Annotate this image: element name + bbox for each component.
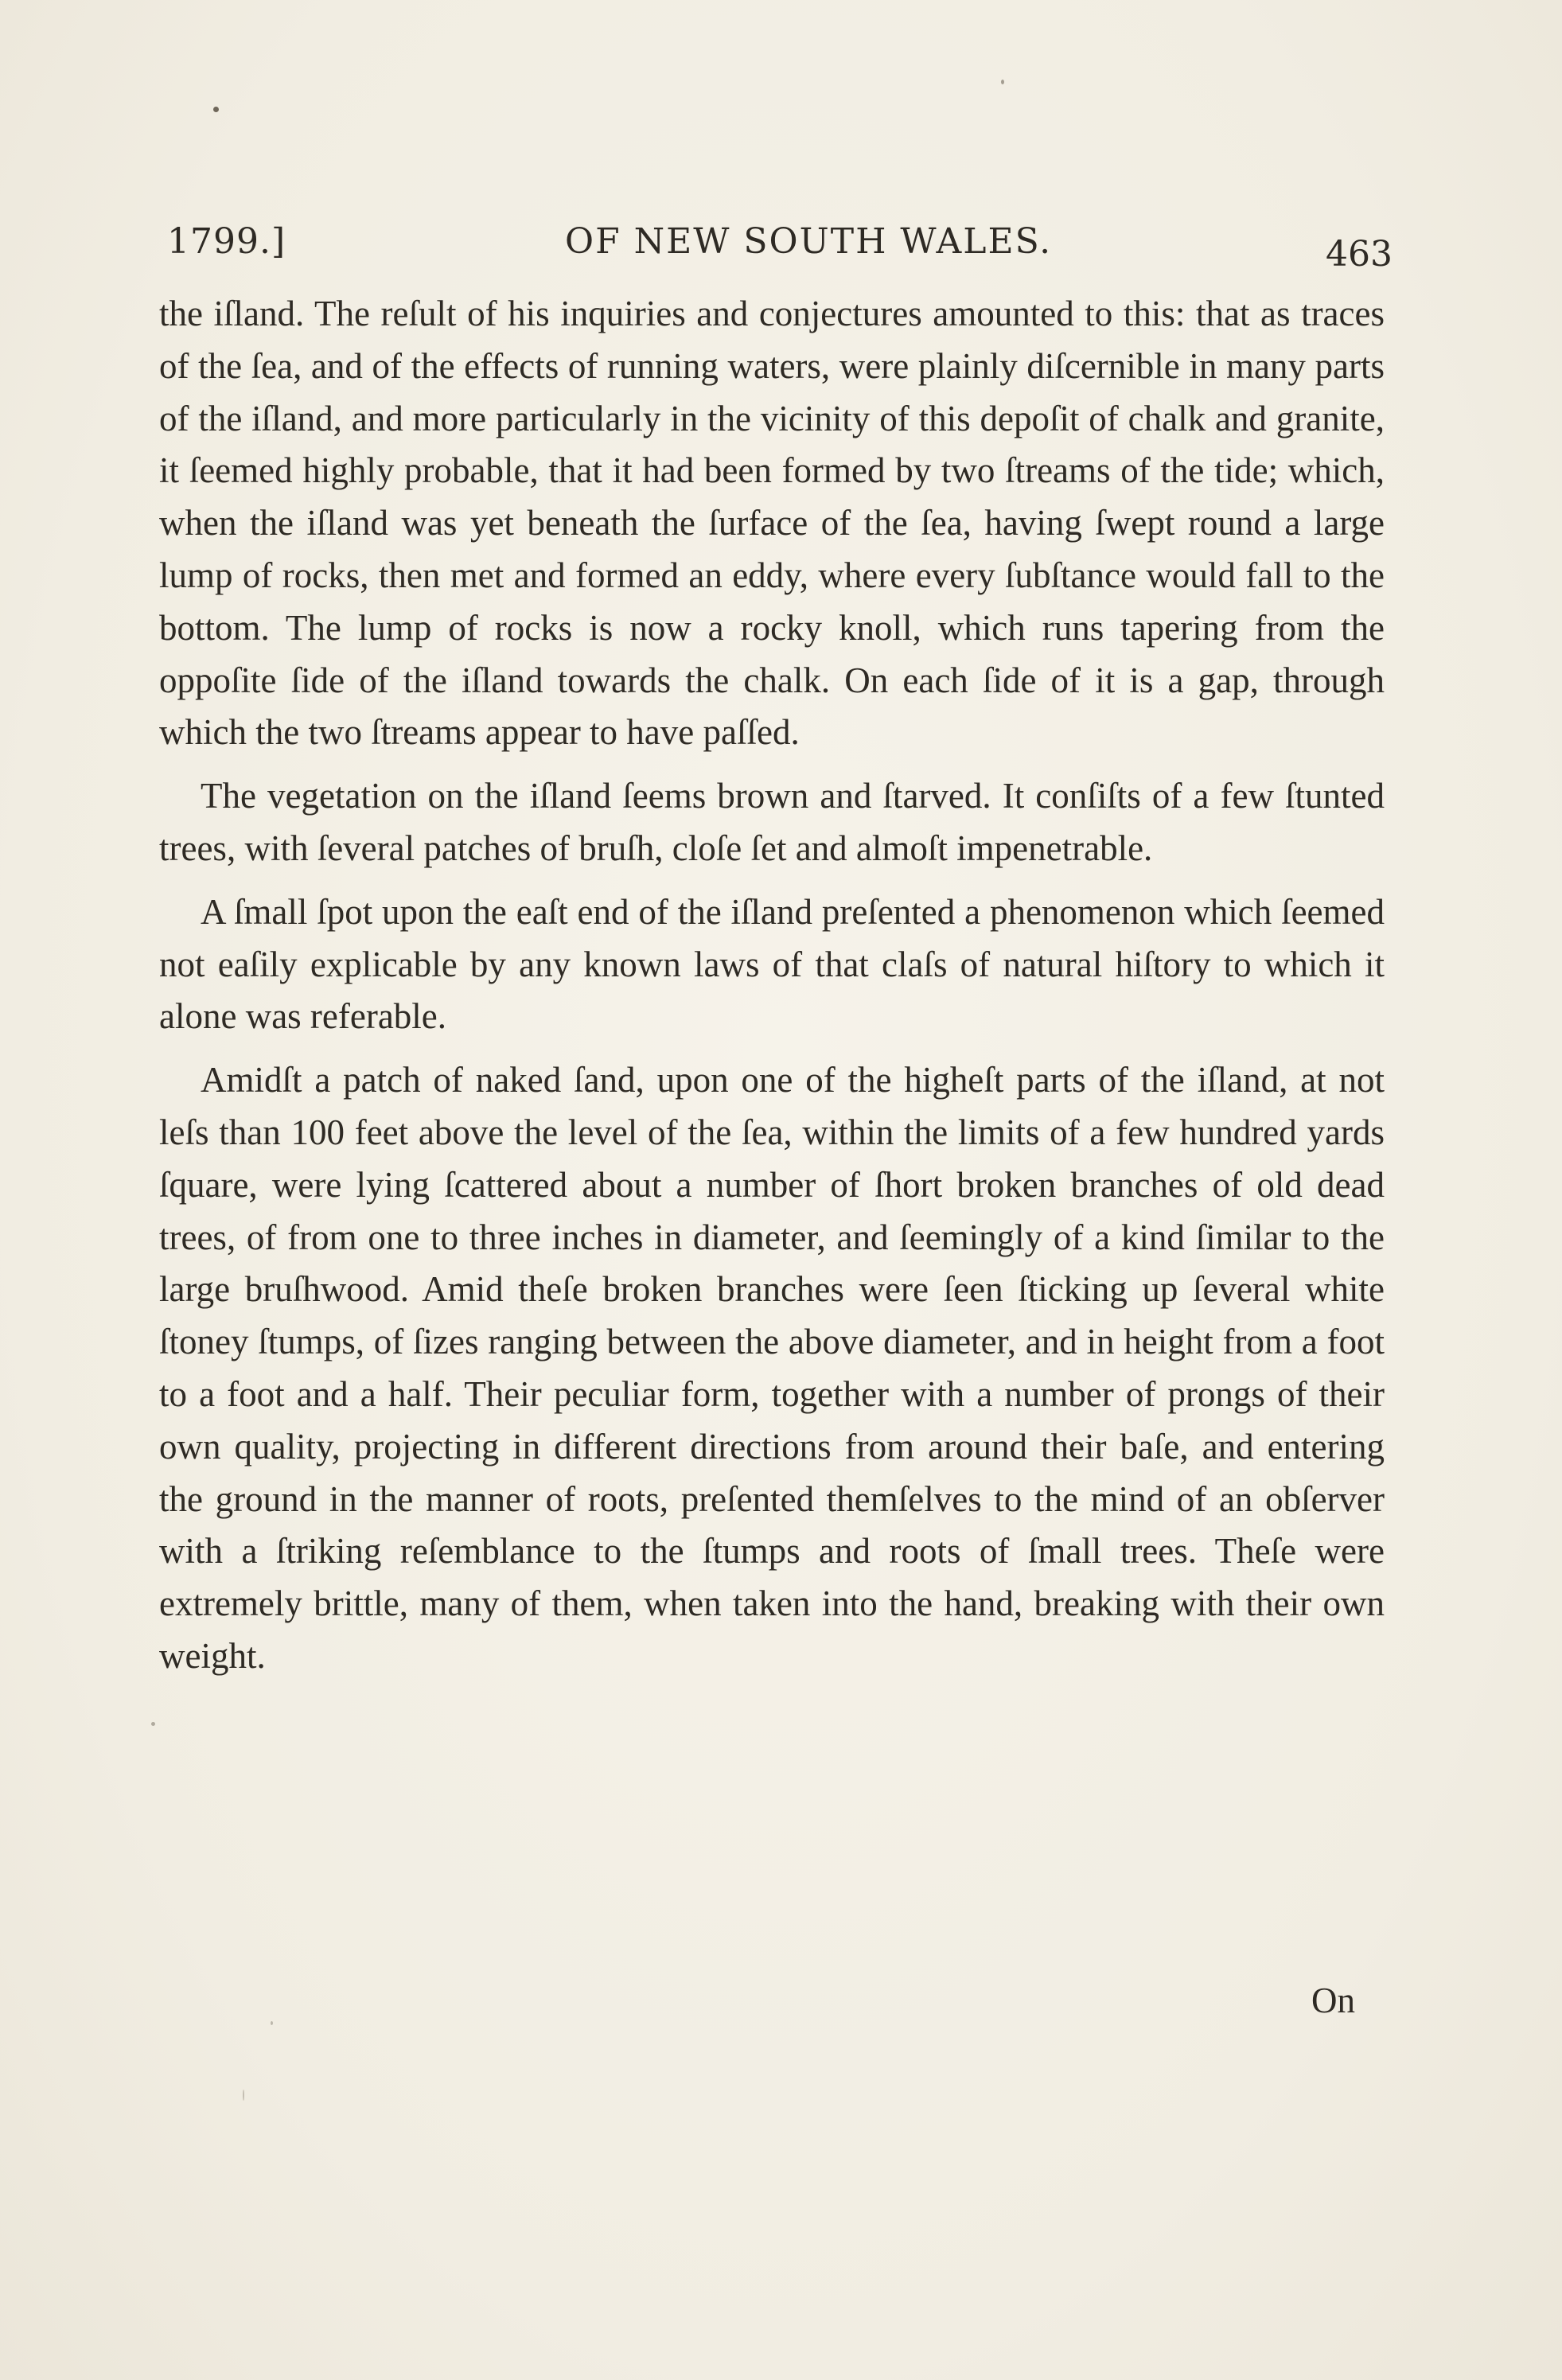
ink-speck xyxy=(213,107,219,112)
paragraph: The vegetation on the iſland ſeems brown and ſtarved. It conſiſts of a few ſtunted trees, with ſeveral patches of bruſh, cloſe ſet and almoſt impenetrable. xyxy=(159,776,1385,868)
running-header xyxy=(167,215,1393,279)
paragraph: Amidſt a patch of naked ſand, upon one of the higheſt parts of the iſland, at not leſs than 100 feet above the level of the ſea, within the limits of a few hundred yards ſquare, were lying ſcattered about a number of ſhort broken branches of old dead trees, of from one to three inches in diameter, and ſeemingly of a kind ſimilar to the large bruſhwood. Amid theſe broken branches were ſeen ſticking up ſeveral white ſtoney ſtumps, of ſizes ranging between the above diameter, and in height from a foot to a foot and a half. Their peculiar form, together with a number of prongs of their own quality, projecting in different directions from around their baſe, and entering the ground in the manner of roots, preſented themſelves to the mind of an obſerver with a ſtriking reſemblance to the ſtumps and roots of ſmall trees. Theſe were extremely brittle, many of them, when taken into the hand, breaking with their own weight. xyxy=(159,1060,1385,1676)
catchword: On xyxy=(1311,1981,1355,2020)
running-year: 1799.] xyxy=(167,221,286,262)
page-number: 463 xyxy=(1326,234,1393,275)
ink-speck xyxy=(1001,80,1004,84)
running-title: OF NEW SOUTH WALES. xyxy=(565,221,1053,262)
paragraph: the iſland. The reſult of his inquiries and conjectures amounted to this: that as traces of the ſea, and of the effects of running waters, were plainly diſcernible in many parts of the iſland, and more particularly in the vicinity of this depoſit of chalk and granite, it ſeemed highly probable, that it had been formed by two ſtreams of the tide; which, when the iſland was yet beneath the ſurface of the ſea, having ſwept round a large lump of rocks, then met and formed an eddy, where every ſubſtance would fall to the bottom. The lump of rocks is now a rocky knoll, which runs tapering from the oppoſite ſide of the iſland towards the chalk. On each ſide of it is a gap, through which the two ſtreams appear to have paſſed. xyxy=(159,294,1385,753)
paragraph: A ſmall ſpot upon the eaſt end of the iſland preſented a phenomenon which ſeemed not eaſily explicable by any known laws of that claſs of natural hiſtory to which it alone was referable. xyxy=(159,891,1385,1037)
body-text xyxy=(159,288,1385,1694)
ink-speck xyxy=(271,2021,273,2025)
ink-speck xyxy=(243,2090,244,2101)
ink-speck xyxy=(151,1722,155,1726)
